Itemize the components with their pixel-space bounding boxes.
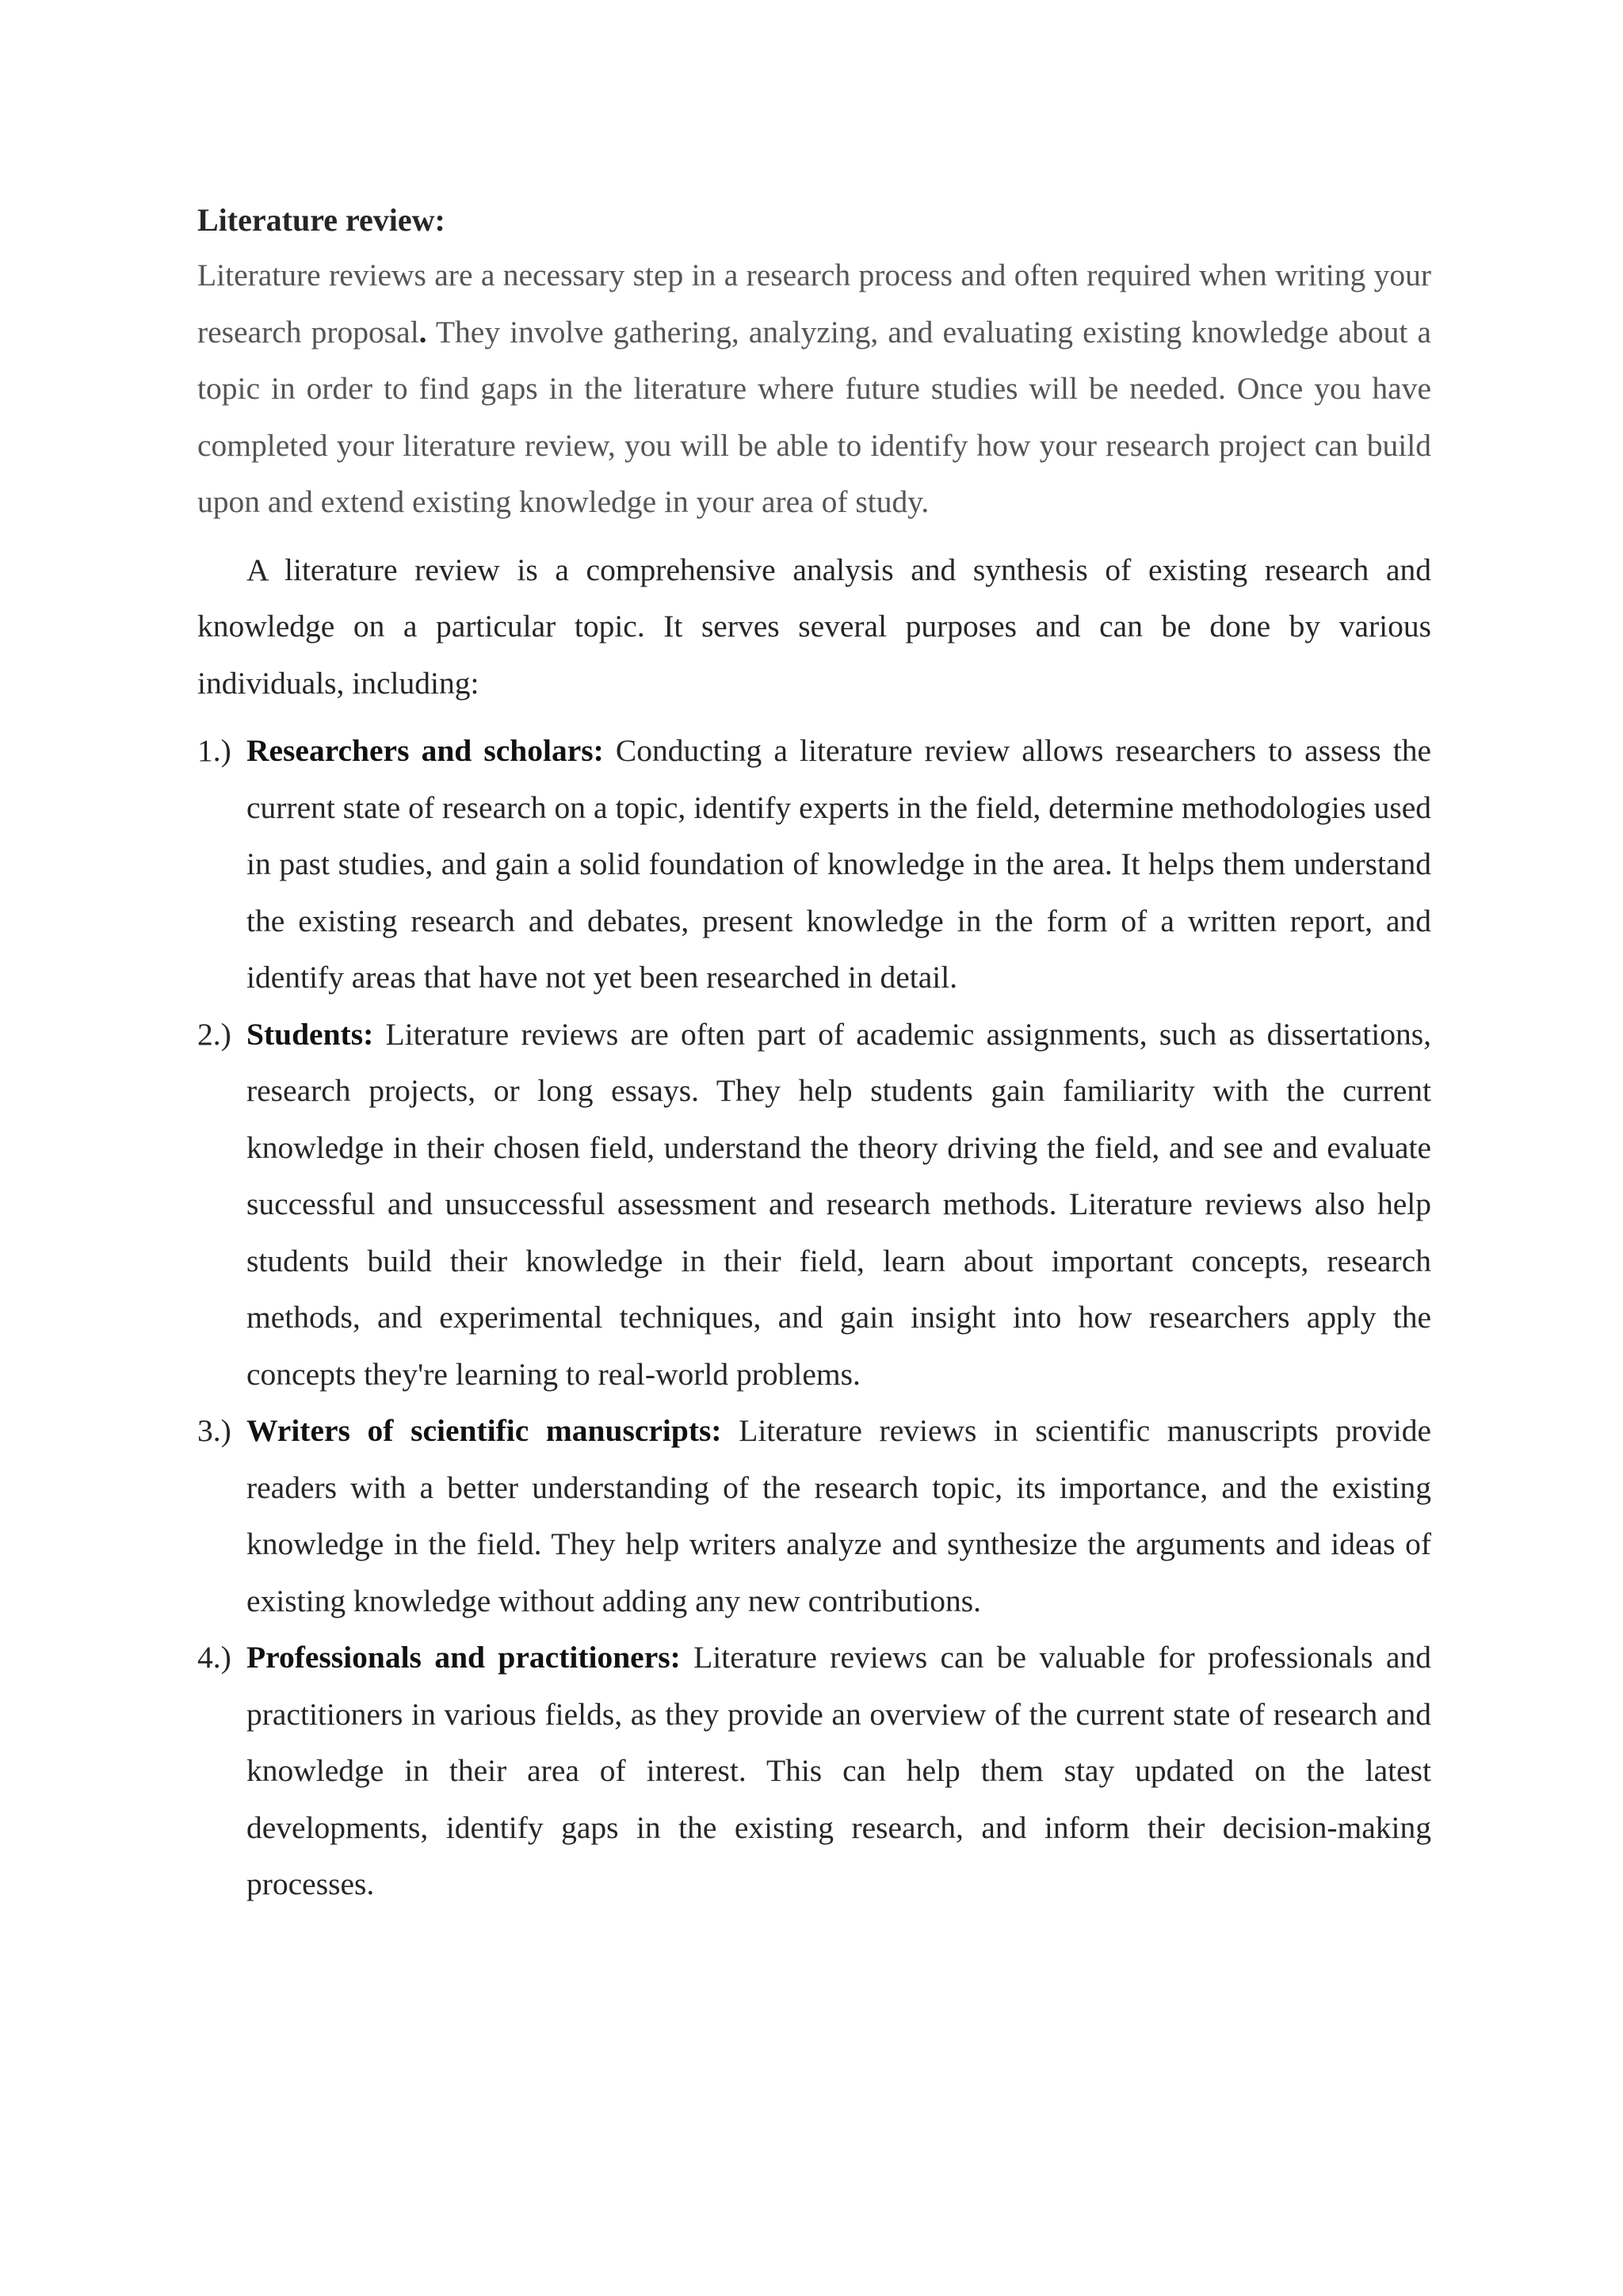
list-item-text: Literature reviews in scientific manuscripts provide readers with a better understanding of the research topic, its importance, and the existing knowledge in the field. They help writers analyze and synthesize the arguments and ideas of existing knowledge without adding any new contributions. — [246, 1413, 1431, 1618]
intro-text-end: They involve gathering, analyzing, and evaluating existing knowledge about a topic in order to find gaps in the literature where future studies will be needed. Once you have completed your literature review, you will be able to identify how your research project can build upon and extend existing knowledge in your area of study. — [197, 314, 1431, 519]
list-item — [197, 1403, 1431, 1629]
list-item-term: Professionals and practitioners: — [246, 1640, 681, 1675]
intro-text-start: Literature reviews are a necessary step in a research process and often required when writing your research proposal — [197, 258, 1431, 350]
list-item-number: 4.) — [197, 1640, 231, 1675]
list-item-text: Conducting a literature review allows researchers to assess the current state of research on a topic, identify experts in the field, determine methodologies used in past studies, and gain a solid foundation of knowledge in the area. It helps them understand the existing research and debates, present knowledge in the form of a written report, and identify areas that have not yet been researched in detail. — [246, 733, 1431, 995]
list-item — [197, 1629, 1431, 1913]
purpose-paragraph: A literature review is a comprehensive analysis and synthesis of existing research and knowledge on a particular topic. It serves several purposes and can be done by various individuals, including: — [197, 552, 1431, 701]
list-item-term: Writers of scientific manuscripts: — [246, 1413, 722, 1448]
list-item — [197, 723, 1431, 1007]
list-item-term: Students: — [246, 1016, 374, 1052]
list-item-number: 1.) — [197, 733, 231, 768]
list-item-text: Literature reviews can be valuable for professionals and practitioners in various fields, as they provide an overview of the current state of research and knowledge in their area of interest. This can help them stay updated on the latest developments, identify gaps in the existing research, and inform their decision-making processes. — [246, 1640, 1431, 1901]
intro-paragraph — [197, 247, 1431, 531]
list-item-number: 2.) — [197, 1016, 231, 1052]
section-heading: Literature review: — [197, 202, 445, 238]
intro-bold-period: . — [418, 314, 427, 350]
list-item — [197, 1007, 1431, 1404]
list-item-term: Researchers and scholars: — [246, 733, 604, 768]
list-item-number: 3.) — [197, 1413, 231, 1448]
list-item-text: Literature reviews are often part of academic assignments, such as dissertations, research projects, or long essays. They help students gain familiarity with the current knowledge in their chosen field, understand the theory driving the field, and see and evaluate successful and unsuccessful assessment and research methods. Literature reviews also help students build their knowledge in their field, learn about important concepts, research methods, and experimental techniques, and gain insight into how researchers apply the concepts they're learning to real-world problems. — [246, 1016, 1431, 1392]
individuals-list — [197, 723, 1431, 1913]
